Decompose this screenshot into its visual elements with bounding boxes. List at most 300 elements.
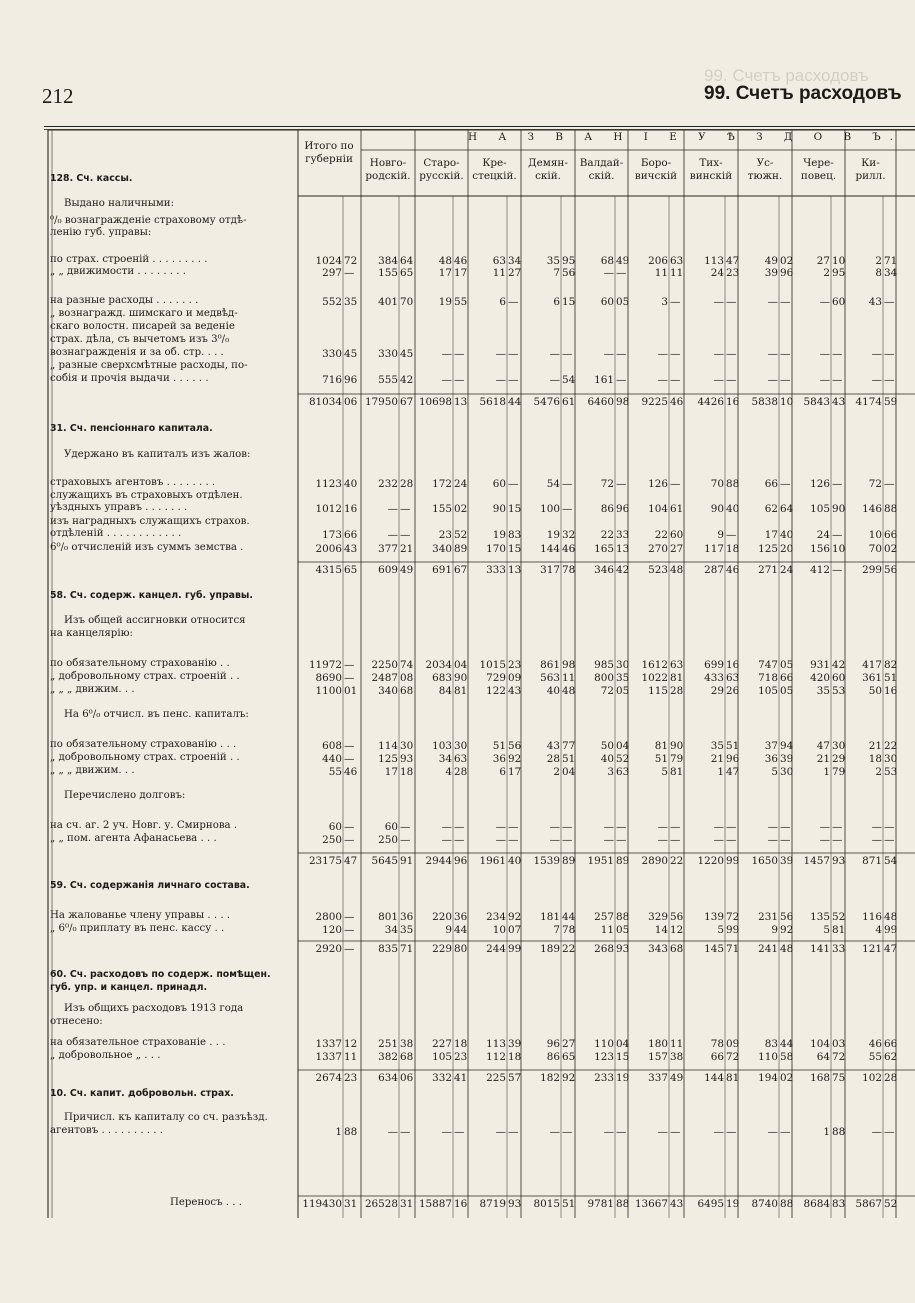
cell-rubles: 270	[648, 543, 668, 555]
cell-rubles: 24	[816, 529, 830, 541]
cell-kopecks: 81	[454, 685, 468, 697]
cell-kopecks: 16	[726, 659, 740, 671]
cell-rubles: 19	[546, 529, 560, 541]
row-label: ленію губ. управы:	[50, 227, 152, 238]
row-label: по обязательному страхованію . .	[50, 658, 230, 669]
cell-rubles: 1951	[587, 855, 614, 867]
cell-kopecks: —	[344, 267, 355, 279]
cell-kopecks: 29	[832, 753, 846, 765]
cell-rubles: —	[713, 821, 724, 833]
cell-rubles: 8719	[479, 1198, 506, 1210]
cell-rubles: 189	[540, 943, 560, 955]
cell-rubles: 19	[438, 296, 452, 308]
cell-kopecks: 56	[884, 564, 898, 576]
cell-rubles: 64	[816, 1051, 830, 1063]
cell-kopecks: 99	[726, 924, 740, 936]
row-label: „ добровольное „ . . .	[50, 1050, 161, 1061]
cell-kopecks: 88	[616, 1198, 630, 1210]
cell-kopecks: 22	[670, 855, 684, 867]
cell-rubles: 8690	[315, 672, 342, 684]
cell-kopecks: 61	[670, 503, 684, 515]
cell-kopecks: 65	[344, 564, 358, 576]
cell-rubles: —	[713, 296, 724, 308]
cell-kopecks: 47	[884, 943, 898, 955]
cell-kopecks: 17	[454, 267, 468, 279]
row-label: изъ наградныхъ служащихъ страхов.	[50, 516, 250, 527]
cell-rubles: 121	[862, 943, 882, 955]
cell-kopecks: 18	[508, 1051, 522, 1063]
cell-rubles: 1650	[751, 855, 778, 867]
cell-kopecks: 11	[670, 1038, 684, 1050]
bleed-through-title: 99. Счетъ расходовъ	[704, 66, 869, 85]
cell-kopecks: 47	[726, 255, 740, 267]
row-label: „ „ движимости . . . . . . . .	[50, 266, 186, 277]
cell-kopecks: 72	[832, 1051, 846, 1063]
cell-rubles: 123	[594, 1051, 614, 1063]
cell-rubles: 1539	[533, 855, 560, 867]
cell-rubles: —	[819, 834, 830, 846]
cell-kopecks: 13	[454, 396, 468, 408]
cell-kopecks: 60	[832, 296, 846, 308]
cell-rubles: 346	[594, 564, 614, 576]
cell-rubles: 251	[378, 1038, 398, 1050]
cell-rubles: 17	[438, 267, 452, 279]
cell-kopecks: 88	[884, 503, 898, 515]
cell-rubles: 173	[322, 529, 342, 541]
cell-rubles: 332	[432, 1072, 452, 1084]
cell-rubles: 21	[710, 753, 724, 765]
cell-rubles: 384	[378, 255, 398, 267]
cell-kopecks: 44	[508, 396, 522, 408]
cell-kopecks: 98	[616, 396, 630, 408]
cell-kopecks: 42	[400, 374, 414, 386]
cell-kopecks: 88	[616, 911, 630, 923]
cell-rubles: 250	[322, 834, 342, 846]
cell-rubles: 1457	[803, 855, 830, 867]
cell-rubles: —	[871, 834, 882, 846]
cell-kopecks: —	[344, 924, 355, 936]
cell-rubles: 317	[540, 564, 560, 576]
cell-rubles: 6	[499, 296, 506, 308]
cell-kopecks: —	[400, 503, 411, 515]
cell-rubles: 86	[600, 503, 614, 515]
cell-kopecks: 23	[454, 1051, 468, 1063]
cell-rubles: —	[819, 296, 830, 308]
cell-kopecks: 55	[454, 296, 468, 308]
cell-rubles: 1337	[315, 1038, 342, 1050]
cell-kopecks: —	[780, 374, 791, 386]
cell-rubles: —	[871, 374, 882, 386]
cell-kopecks: 09	[726, 1038, 740, 1050]
cell-kopecks: 44	[454, 924, 468, 936]
cell-rubles: 206	[648, 255, 668, 267]
cell-rubles: 55	[868, 1051, 882, 1063]
cell-rubles: 165	[594, 543, 614, 555]
cell-rubles: 23	[438, 529, 452, 541]
cell-rubles: 5867	[855, 1198, 882, 1210]
header-district-2: Старо- русскій.	[419, 157, 464, 182]
cell-kopecks: —	[454, 834, 465, 846]
cell-kopecks: 30	[454, 740, 468, 752]
cell-rubles: 330	[322, 348, 342, 360]
cell-rubles: 7	[553, 924, 560, 936]
cell-kopecks: 57	[508, 1072, 522, 1084]
cell-kopecks: 46	[454, 255, 468, 267]
cell-kopecks: 10	[832, 255, 846, 267]
cell-kopecks: 47	[344, 855, 358, 867]
cell-rubles: 5838	[751, 396, 778, 408]
cell-kopecks: 18	[726, 543, 740, 555]
cell-kopecks: —	[670, 374, 681, 386]
row-label: уѣздныхъ управъ . . . . . . .	[50, 502, 188, 513]
cell-rubles: 329	[648, 911, 668, 923]
row-label: по страх. строеній . . . . . . . . .	[50, 254, 208, 265]
cell-rubles: 552	[322, 296, 342, 308]
cell-kopecks: 89	[562, 855, 576, 867]
cell-rubles: 60	[328, 821, 342, 833]
cell-rubles: 115	[648, 685, 668, 697]
row-label: „ вознагражд. шимскаго и медвѣд-	[50, 308, 238, 319]
cell-kopecks: 56	[508, 740, 522, 752]
cell-rubles: 4426	[697, 396, 724, 408]
header-districts-group: Н А З В А Н І Е У Ѣ З Д О В Ъ.	[468, 131, 902, 143]
cell-kopecks: —	[344, 740, 355, 752]
cell-rubles: 401	[378, 296, 398, 308]
cell-kopecks: 90	[454, 672, 468, 684]
cell-kopecks: 93	[616, 943, 630, 955]
cell-rubles: 871	[862, 855, 882, 867]
cell-rubles: 1612	[641, 659, 668, 671]
cell-kopecks: 72	[726, 911, 740, 923]
cell-kopecks: 78	[562, 564, 576, 576]
cell-kopecks: 51	[884, 672, 898, 684]
cell-rubles: 161	[594, 374, 614, 386]
section-title: 128. Сч. кассы.	[50, 173, 133, 184]
cell-kopecks: 38	[400, 1038, 414, 1050]
cell-kopecks: 91	[400, 855, 414, 867]
cell-kopecks: —	[884, 296, 895, 308]
header-district-10: Ки- рилл.	[855, 157, 886, 182]
cell-kopecks: 96	[454, 855, 468, 867]
cell-rubles: 1015	[479, 659, 506, 671]
cell-rubles: 297	[322, 267, 342, 279]
cell-rubles: 4	[445, 766, 452, 778]
cell-kopecks: 75	[832, 1072, 846, 1084]
cell-kopecks: —	[884, 834, 895, 846]
cell-kopecks: 40	[508, 855, 522, 867]
cell-kopecks: 33	[832, 943, 846, 955]
cell-rubles: 683	[432, 672, 452, 684]
cell-kopecks: —	[562, 478, 573, 490]
cell-rubles: 114	[378, 740, 398, 752]
cell-rubles: 105	[758, 685, 778, 697]
cell-kopecks: 92	[562, 1072, 576, 1084]
row-label: на обязательное страхованіе . . .	[50, 1037, 226, 1048]
cell-rubles: 172	[432, 478, 452, 490]
cell-rubles: 2920	[315, 943, 342, 955]
cell-kopecks: 40	[344, 478, 358, 490]
cell-kopecks: —	[508, 478, 519, 490]
row-label: На жалованье члену управы . . . .	[50, 910, 231, 921]
cell-rubles: 232	[378, 478, 398, 490]
row-label: отдѣленій . . . . . . . . . . . .	[50, 528, 182, 539]
cell-kopecks: —	[616, 267, 627, 279]
cell-kopecks: 31	[344, 1198, 358, 1210]
cell-kopecks: 44	[780, 1038, 794, 1050]
cell-rubles: 9781	[587, 1198, 614, 1210]
cell-kopecks: —	[832, 478, 843, 490]
cell-rubles: 2006	[315, 543, 342, 555]
cell-kopecks: 95	[562, 255, 576, 267]
cell-kopecks: 51	[562, 1198, 576, 1210]
cell-rubles: —	[603, 821, 614, 833]
cell-rubles: 9	[717, 529, 724, 541]
cell-kopecks: —	[726, 1126, 737, 1138]
cell-kopecks: 12	[670, 924, 684, 936]
cell-rubles: —	[495, 834, 506, 846]
cell-kopecks: 96	[344, 374, 358, 386]
cell-kopecks: 45	[344, 348, 358, 360]
cell-rubles: 337	[648, 1072, 668, 1084]
row-label: на разные расходы . . . . . . .	[50, 295, 199, 306]
cell-kopecks: 83	[832, 1198, 846, 1210]
cell-rubles: 563	[540, 672, 560, 684]
row-label: „ 6⁰/₀ приплату въ пенс. кассу . .	[50, 923, 225, 934]
cell-rubles: 84	[438, 685, 452, 697]
cell-rubles: 699	[704, 659, 724, 671]
cell-rubles: 555	[378, 374, 398, 386]
cell-rubles: 234	[486, 911, 506, 923]
cell-kopecks: —	[508, 348, 519, 360]
cell-kopecks: 47	[726, 766, 740, 778]
header-total-column: Итого по губерніи	[304, 140, 354, 165]
cell-kopecks: —	[884, 821, 895, 833]
cell-rubles: 5	[717, 924, 724, 936]
cell-rubles: 716	[322, 374, 342, 386]
cell-rubles: 51	[654, 753, 668, 765]
cell-kopecks: 36	[454, 911, 468, 923]
cell-rubles: 51	[492, 740, 506, 752]
row-label: на канцелярію:	[50, 628, 133, 639]
cell-rubles: 343	[648, 943, 668, 955]
row-label: агентовъ . . . . . . . . . .	[50, 1125, 163, 1136]
header-district-6: Боро- вичскій	[634, 157, 678, 182]
cell-rubles: 26528	[364, 1198, 398, 1210]
cell-rubles: —	[441, 834, 452, 846]
cell-rubles: 22	[654, 529, 668, 541]
cell-kopecks: —	[884, 348, 895, 360]
cell-rubles: 801	[378, 911, 398, 923]
cell-rubles: —	[441, 348, 452, 360]
row-label: Удержано въ капиталъ изъ жалов:	[64, 449, 251, 460]
cell-rubles: 35	[546, 255, 560, 267]
header-district-3: Кре- стецкій.	[472, 157, 517, 182]
cell-kopecks: —	[508, 374, 519, 386]
cell-rubles: 181	[540, 911, 560, 923]
cell-kopecks: 89	[454, 543, 468, 555]
cell-rubles: 113	[704, 255, 724, 267]
cell-kopecks: 30	[832, 740, 846, 752]
cell-kopecks: 67	[400, 396, 414, 408]
cell-kopecks: —	[670, 348, 681, 360]
cell-rubles: 36	[764, 753, 778, 765]
cell-rubles: 46	[868, 1038, 882, 1050]
cell-kopecks: 63	[616, 766, 630, 778]
cell-kopecks: —	[670, 296, 681, 308]
cell-kopecks: —	[508, 1126, 519, 1138]
cell-rubles: 62	[764, 503, 778, 515]
cell-kopecks: 31	[400, 1198, 414, 1210]
cell-kopecks: —	[508, 834, 519, 846]
cell-rubles: 54	[546, 478, 560, 490]
cell-rubles: 28	[546, 753, 560, 765]
cell-rubles: 116	[862, 911, 882, 923]
cell-kopecks: 66	[780, 672, 794, 684]
section-title: 10. Сч. капит. добровольн. страх.	[50, 1088, 234, 1099]
cell-rubles: 29	[710, 685, 724, 697]
cell-kopecks: —	[884, 478, 895, 490]
cell-kopecks: —	[562, 348, 573, 360]
cell-rubles: 39	[764, 267, 778, 279]
cell-kopecks: 43	[508, 685, 522, 697]
cell-rubles: 377	[378, 543, 398, 555]
cell-rubles: —	[495, 348, 506, 360]
cell-kopecks: —	[780, 834, 791, 846]
cell-rubles: 112	[486, 1051, 506, 1063]
cell-kopecks: 05	[616, 685, 630, 697]
cell-kopecks: 17	[508, 766, 522, 778]
cell-rubles: 2	[875, 255, 882, 267]
cell-kopecks: 11	[344, 1051, 358, 1063]
cell-rubles: 23175	[308, 855, 342, 867]
cell-rubles: —	[387, 529, 398, 541]
cell-rubles: 257	[594, 911, 614, 923]
cell-rubles: 609	[378, 564, 398, 576]
cell-kopecks: 33	[616, 529, 630, 541]
cell-kopecks: 93	[832, 855, 846, 867]
cell-rubles: 1024	[315, 255, 342, 267]
cell-kopecks: 81	[670, 766, 684, 778]
cell-kopecks: 32	[562, 529, 576, 541]
cell-kopecks: 15	[508, 543, 522, 555]
cell-rubles: 125	[758, 543, 778, 555]
cell-rubles: 11	[492, 267, 506, 279]
cell-rubles: —	[767, 1126, 778, 1138]
row-label: „ добровольному страх. строеній . .	[50, 752, 240, 763]
cell-kopecks: —	[616, 821, 627, 833]
cell-rubles: 5	[823, 924, 830, 936]
cell-rubles: 6460	[587, 396, 614, 408]
row-label: Изъ общей ассигновки относится	[64, 615, 246, 626]
cell-rubles: 86	[546, 1051, 560, 1063]
cell-rubles: 78	[710, 1038, 724, 1050]
cell-kopecks: 16	[884, 685, 898, 697]
cell-kopecks: 35	[400, 924, 414, 936]
cell-rubles: 113	[486, 1038, 506, 1050]
cell-kopecks: 28	[400, 478, 414, 490]
cell-rubles: 718	[758, 672, 778, 684]
cell-rubles: 70	[710, 478, 724, 490]
cell-kopecks: 68	[670, 943, 684, 955]
cell-kopecks: —	[780, 296, 791, 308]
cell-rubles: 81	[654, 740, 668, 752]
cell-rubles: 120	[322, 924, 342, 936]
cell-kopecks: 28	[454, 766, 468, 778]
row-label: Изъ общихъ расходовъ 1913 года	[64, 1003, 244, 1014]
cell-kopecks: 51	[726, 740, 740, 752]
cell-rubles: 330	[378, 348, 398, 360]
cell-kopecks: —	[344, 834, 355, 846]
cell-kopecks: 58	[780, 1051, 794, 1063]
cell-kopecks: 30	[616, 659, 630, 671]
cell-rubles: 15887	[418, 1198, 452, 1210]
cell-rubles: 382	[378, 1051, 398, 1063]
cell-rubles: —	[713, 834, 724, 846]
cell-rubles: 287	[704, 564, 724, 576]
cell-rubles: 268	[594, 943, 614, 955]
cell-kopecks: —	[616, 1126, 627, 1138]
cell-kopecks: 59	[884, 396, 898, 408]
cell-kopecks: 11	[562, 672, 576, 684]
cell-rubles: —	[657, 348, 668, 360]
cell-rubles: 110	[594, 1038, 614, 1050]
cell-kopecks: —	[616, 834, 627, 846]
cell-kopecks: 08	[400, 672, 414, 684]
cell-rubles: 1	[823, 766, 830, 778]
cell-kopecks: 21	[400, 543, 414, 555]
cell-rubles: 68	[600, 255, 614, 267]
cell-kopecks: 27	[508, 267, 522, 279]
cell-kopecks: —	[670, 1126, 681, 1138]
cell-rubles: 340	[432, 543, 452, 555]
cell-kopecks: 15	[616, 1051, 630, 1063]
cell-rubles: 361	[862, 672, 882, 684]
cell-rubles: 1	[823, 1126, 830, 1138]
cell-kopecks: 38	[670, 1051, 684, 1063]
cell-rubles: 66	[764, 478, 778, 490]
cell-kopecks: 81	[670, 672, 684, 684]
cell-kopecks: 63	[726, 672, 740, 684]
cell-kopecks: —	[344, 672, 355, 684]
header-district-1: Новго- родскій.	[365, 157, 411, 182]
cell-kopecks: 70	[400, 296, 414, 308]
cell-rubles: 412	[810, 564, 830, 576]
cell-rubles: 2	[553, 766, 560, 778]
cell-kopecks: 92	[508, 753, 522, 765]
cell-kopecks: —	[508, 296, 519, 308]
cell-kopecks: 23	[508, 659, 522, 671]
cell-rubles: 194	[758, 1072, 778, 1084]
cell-rubles: 333	[486, 564, 506, 576]
row-label: ⁰/₀ вознагражденіе страховому отдѣ-	[50, 215, 247, 226]
cell-kopecks: 46	[670, 396, 684, 408]
cell-rubles: 43	[868, 296, 882, 308]
cell-kopecks: 71	[400, 943, 414, 955]
cell-kopecks: —	[454, 821, 465, 833]
row-label: Перечислено долговъ:	[64, 790, 186, 801]
cell-kopecks: 43	[670, 1198, 684, 1210]
cell-rubles: —	[871, 348, 882, 360]
cell-kopecks: —	[832, 821, 843, 833]
cell-rubles: —	[603, 348, 614, 360]
cell-rubles: 6	[499, 766, 506, 778]
cell-kopecks: —	[726, 348, 737, 360]
cell-kopecks: 56	[670, 911, 684, 923]
cell-rubles: 126	[810, 478, 830, 490]
cell-kopecks: —	[562, 821, 573, 833]
cell-kopecks: —	[832, 564, 843, 576]
cell-rubles: —	[495, 821, 506, 833]
